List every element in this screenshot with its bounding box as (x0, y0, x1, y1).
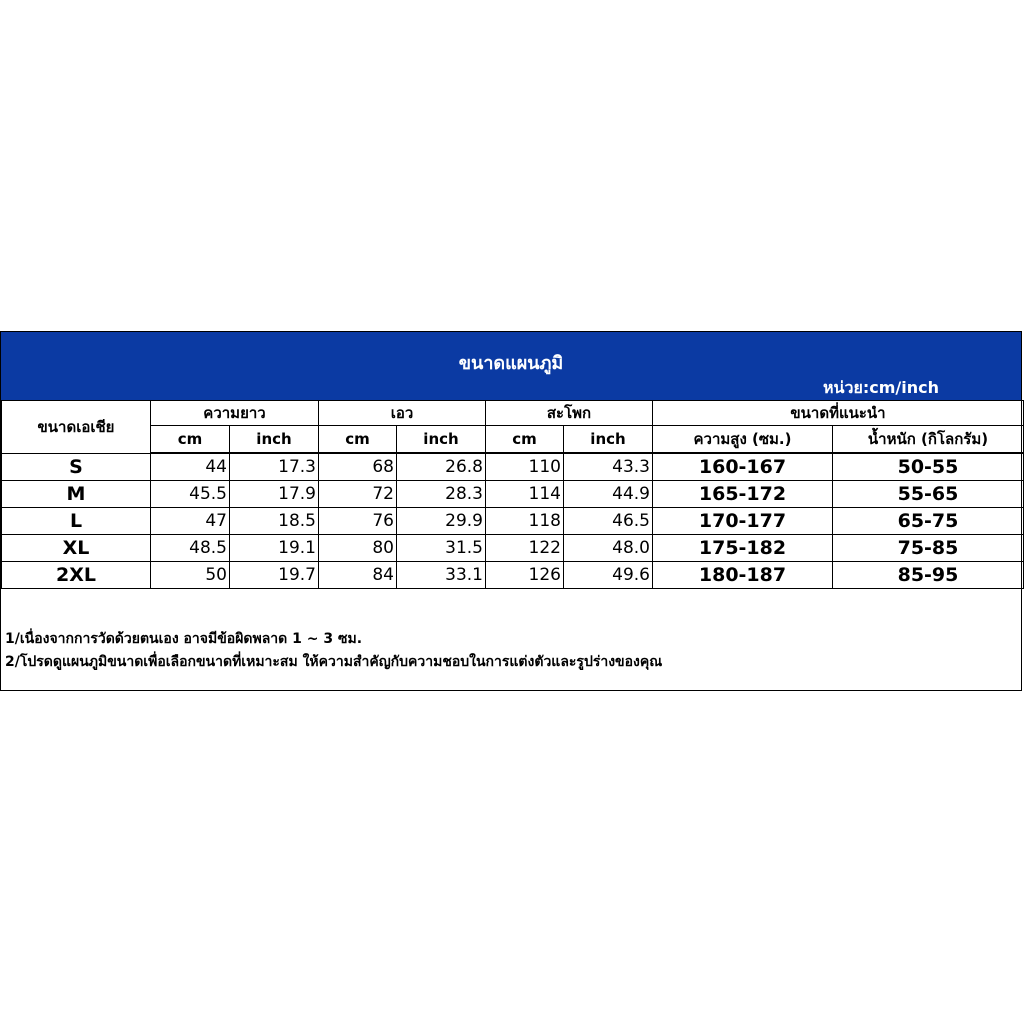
hip-cm: 126 (486, 562, 564, 589)
size-cell: L (2, 508, 151, 535)
length-inch: 17.9 (230, 481, 319, 508)
note-1: 1/เนื่องจากการวัดด้วยตนเอง อาจมีข้อผิดพลาด 1 ~ 3 ซม. (5, 631, 363, 647)
header-row-1 (2, 401, 1024, 426)
size-chart (0, 331, 1022, 691)
chart-banner (1, 332, 1021, 400)
waist-cm: 68 (319, 453, 397, 481)
length-inch: 19.1 (230, 535, 319, 562)
length-cm: 48.5 (151, 535, 230, 562)
length-cm: 45.5 (151, 481, 230, 508)
length-cm: 50 (151, 562, 230, 589)
hip-cm: 118 (486, 508, 564, 535)
hip-inch: 49.6 (564, 562, 653, 589)
weight-range: 50-55 (833, 453, 1024, 481)
hip-inch: 43.3 (564, 453, 653, 481)
length-cm: 47 (151, 508, 230, 535)
unit-label: หน่วย:cm/inch (823, 378, 939, 397)
header-hip: สะโพก (486, 401, 653, 426)
waist-inch: 29.9 (397, 508, 486, 535)
header-row-2 (2, 426, 1024, 454)
note-2: 2/โปรดดูแผนภูมิขนาดเพื่อเลือกขนาดที่เหมาะสม ให้ความสำคัญกับความชอบในการแต่งตัวและรูปร่างของคุณ (5, 654, 663, 670)
weight-range: 65-75 (833, 508, 1024, 535)
height-range: 175-182 (653, 535, 833, 562)
hip-inch: 46.5 (564, 508, 653, 535)
height-range: 180-187 (653, 562, 833, 589)
height-range: 170-177 (653, 508, 833, 535)
size-cell: XL (2, 535, 151, 562)
waist-inch: 26.8 (397, 453, 486, 481)
table-row (2, 535, 1024, 562)
size-table (1, 400, 1024, 589)
waist-cm: 84 (319, 562, 397, 589)
weight-range: 75-85 (833, 535, 1024, 562)
header-weight: น้ำหนัก (กิโลกรัม) (833, 426, 1024, 454)
size-cell: 2XL (2, 562, 151, 589)
header-recommended: ขนาดที่แนะนำ (653, 401, 1024, 426)
weight-range: 85-95 (833, 562, 1024, 589)
hip-cm: 110 (486, 453, 564, 481)
height-range: 160-167 (653, 453, 833, 481)
waist-cm: 76 (319, 508, 397, 535)
waist-inch: 33.1 (397, 562, 486, 589)
table-row (2, 562, 1024, 589)
waist-inch: 28.3 (397, 481, 486, 508)
waist-cm: 80 (319, 535, 397, 562)
table-row (2, 481, 1024, 508)
header-cm: cm (486, 426, 564, 454)
weight-range: 55-65 (833, 481, 1024, 508)
size-cell: S (2, 453, 151, 481)
hip-cm: 114 (486, 481, 564, 508)
length-inch: 17.3 (230, 453, 319, 481)
length-cm: 44 (151, 453, 230, 481)
chart-title: ขนาดแผนภูมิ (458, 353, 564, 374)
hip-cm: 122 (486, 535, 564, 562)
header-waist: เอว (319, 401, 486, 426)
header-cm: cm (151, 426, 230, 454)
length-inch: 19.7 (230, 562, 319, 589)
height-range: 165-172 (653, 481, 833, 508)
table-row (2, 508, 1024, 535)
notes (5, 628, 662, 674)
waist-cm: 72 (319, 481, 397, 508)
header-size: ขนาดเอเชีย (2, 401, 151, 454)
header-cm: cm (319, 426, 397, 454)
size-cell: M (2, 481, 151, 508)
header-length: ความยาว (151, 401, 319, 426)
hip-inch: 48.0 (564, 535, 653, 562)
table-row (2, 453, 1024, 481)
header-height: ความสูง (ซม.) (653, 426, 833, 454)
header-inch: inch (564, 426, 653, 454)
header-inch: inch (230, 426, 319, 454)
waist-inch: 31.5 (397, 535, 486, 562)
length-inch: 18.5 (230, 508, 319, 535)
header-inch: inch (397, 426, 486, 454)
hip-inch: 44.9 (564, 481, 653, 508)
